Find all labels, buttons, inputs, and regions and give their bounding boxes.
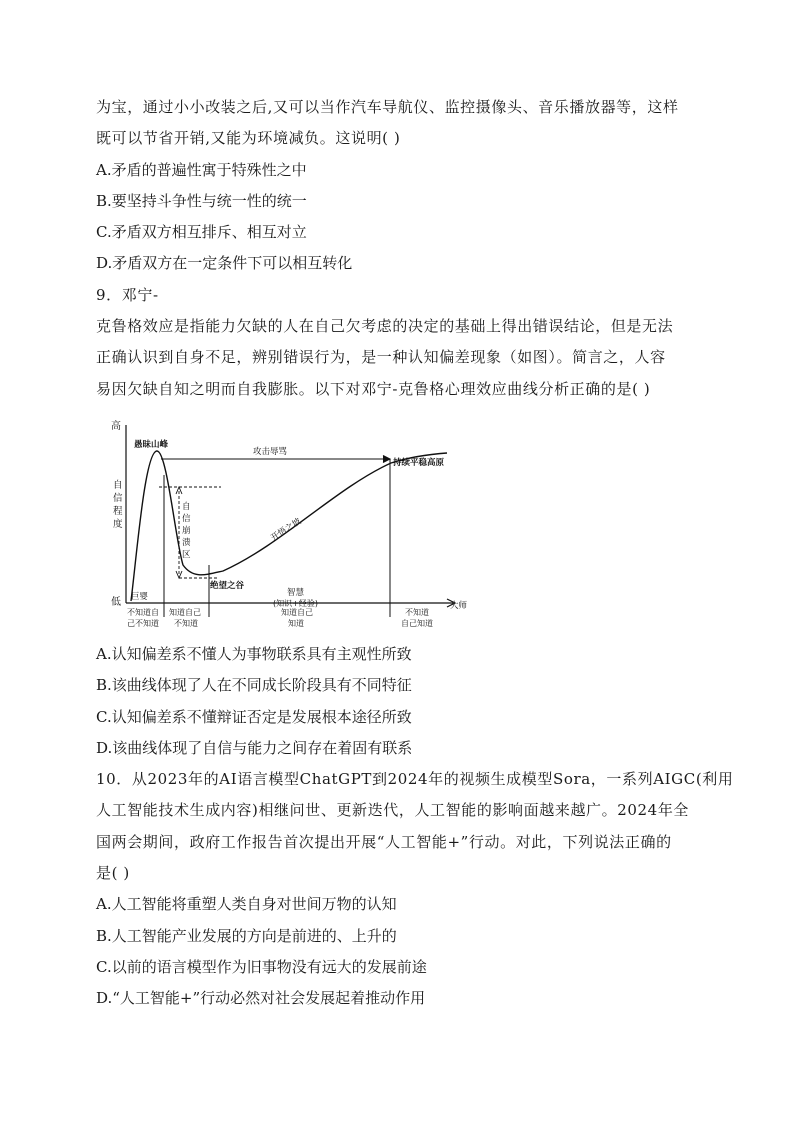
- master-label: 大师: [450, 600, 468, 611]
- q8-option-c: C.矛盾双方相互排斥、相互对立: [96, 223, 307, 242]
- q10-stem-line-1: 10．从2023年的AI语言模型ChatGPT到2024年的视频生成模型Sora，一系列AIGC(利用: [96, 770, 734, 789]
- collapse-label-5: 区: [182, 549, 191, 560]
- infant-label: 巨婴: [131, 591, 149, 602]
- y-axis-title-3: 程: [113, 505, 123, 517]
- wisdom-sub-label: (知识+经验): [273, 598, 318, 608]
- q10-option-d: D.“人工智能+”行动必然对社会发展起着推动作用: [96, 989, 426, 1008]
- collapse-label-2: 信: [182, 513, 191, 524]
- q9-option-d: D.该曲线体现了自信与能力之间存在着固有联系: [96, 738, 413, 757]
- y-axis-title-4: 度: [113, 518, 123, 530]
- q8-stem-line-2: 既可以节省开销,又能为环境减负。这说明( ): [96, 129, 401, 148]
- dunning-kruger-figure: [101, 413, 471, 633]
- plateau-label: 持续平稳高原: [393, 457, 445, 468]
- attack-arrow-head-icon: [383, 455, 390, 462]
- dunning-kruger-svg: [101, 413, 471, 633]
- stage-2-line-1: 知道自己: [169, 607, 201, 617]
- collapse-label-4: 溃: [182, 537, 191, 548]
- q9-stem-line-2: 正确认识到自身不足，辨别错误行为，是一种认知偏差现象（如图）。简言之，人容: [96, 348, 666, 367]
- q10-option-b: B.人工智能产业发展的方向是前进的、上升的: [96, 926, 397, 945]
- q10-stem-line-3: 国两会期间，政府工作报告首次提出开展“人工智能+”行动。对此，下列说法正确的: [96, 832, 672, 851]
- y-axis-title-1: 自: [113, 479, 123, 491]
- q10-stem-line-4: 是( ): [96, 864, 130, 883]
- slope-label: 开悟之坡: [269, 516, 304, 544]
- q8-option-a: A.矛盾的普遍性寓于特殊性之中: [96, 160, 307, 179]
- q8-option-d: D.矛盾双方在一定条件下可以相互转化: [96, 254, 353, 273]
- stage-4-line-1: 不知道: [405, 607, 429, 617]
- q9-option-b: B.该曲线体现了人在不同成长阶段具有不同特征: [96, 676, 412, 695]
- collapse-label-3: 崩: [182, 525, 191, 536]
- q10-option-a: A.人工智能将重塑人类自身对世间万物的认知: [96, 895, 397, 914]
- valley-label: 绝望之谷: [210, 580, 245, 591]
- q8-stem-line-1: 为宝，通过小小改装之后,又可以当作汽车导航仪、监控摄像头、音乐播放器等，这样: [96, 98, 679, 116]
- peak-label: 愚昧山峰: [134, 439, 169, 450]
- q8-option-b: B.要坚持斗争性与统一性的统一: [96, 191, 307, 210]
- stage-1-line-1: 不知道自: [127, 607, 159, 617]
- stage-3-line-2: 知道: [288, 618, 304, 628]
- q10-option-c: C.以前的语言模型作为旧事物没有远大的发展前途: [96, 957, 427, 976]
- stage-1-line-2: 己不知道: [127, 618, 159, 628]
- y-axis-low: 低: [111, 596, 121, 608]
- q9-number: 9．邓宁-: [96, 285, 159, 304]
- stage-2-line-2: 不知道: [174, 618, 198, 628]
- stage-4-line-2: 自己知道: [401, 618, 433, 628]
- y-axis-high: 高: [111, 420, 121, 432]
- collapse-label-1: 自: [182, 501, 191, 512]
- y-axis-title-2: 信: [113, 492, 123, 504]
- attack-label: 攻击辱骂: [253, 446, 288, 457]
- stage-3-line-1: 知道自己: [281, 607, 313, 617]
- q9-stem-line-1: 克鲁格效应是指能力欠缺的人在自己欠考虑的决定的基础上得出错误结论，但是无法: [96, 317, 674, 336]
- q9-option-c: C.认知偏差系不懂辩证否定是发展根本途径所致: [96, 707, 412, 726]
- q10-stem-line-2: 人工智能技术生成内容)相继问世、更新迭代，人工智能的影响面越来越广。2024年全: [96, 801, 690, 820]
- q9-option-a: A.认知偏差系不懂人为事物联系具有主观性所致: [96, 644, 412, 663]
- exam-page: [96, 92, 734, 1015]
- q9-stem-line-3: 易因欠缺自知之明而自我膨胀。以下对邓宁-克鲁格心理效应曲线分析正确的是( ): [96, 379, 651, 398]
- wisdom-label: 智慧: [287, 587, 305, 598]
